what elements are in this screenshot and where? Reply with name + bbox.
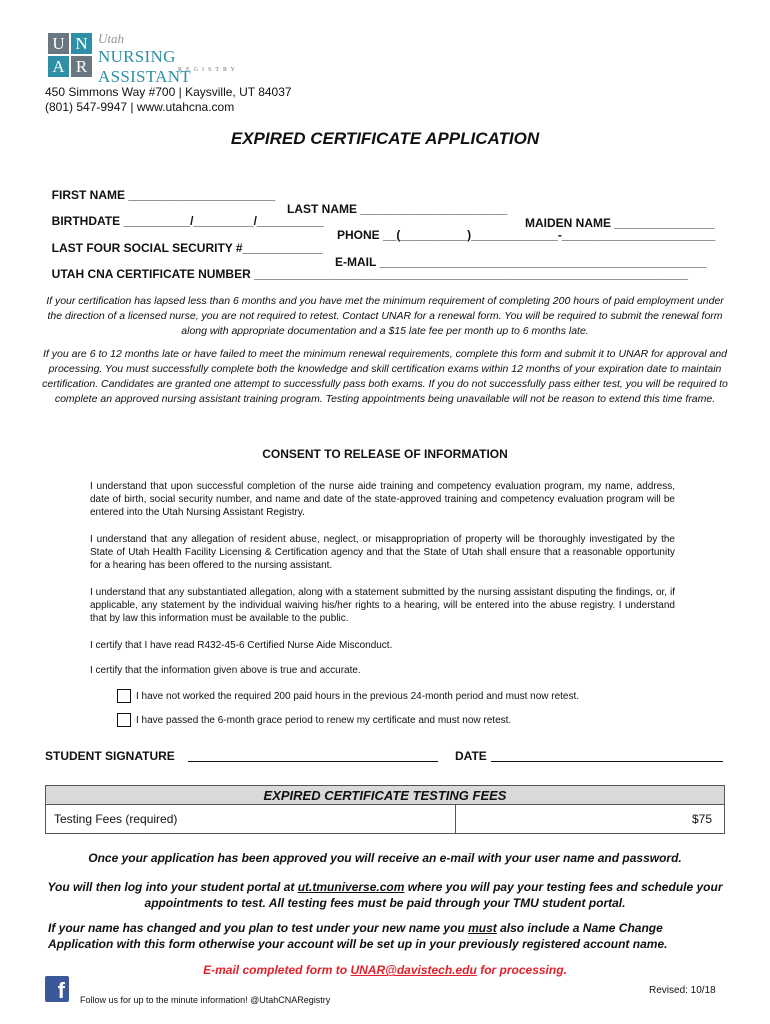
phone-field[interactable]: PHONE __(__________)_____________-_______________________ xyxy=(337,228,716,242)
logo-sub-text: REGISTRY xyxy=(178,67,240,73)
portal-note-text: where you will pay your testing fees and schedule your appointments to test. All testing fees must be paid through your TMU student portal. xyxy=(144,880,723,910)
consent-paragraph: I understand that any allegation of resident abuse, neglect, or misappropriation of property will be thoroughly investigated by the State of Utah Health Facility Licensing & Certification agency and that the State of Utah shall ensure that a reasonable opportunity for a hearing has been offered to the nursing assistant. xyxy=(90,534,675,571)
portal-link[interactable]: ut.tmuniverse.com xyxy=(297,880,405,894)
column-divider xyxy=(455,805,456,833)
follow-text: Follow us for up to the minute information! @UtahCNARegistry xyxy=(80,995,331,1005)
approval-note: Once your application has been approved you will receive an e-mail with your user name and password. xyxy=(88,851,682,865)
consent-paragraph: I certify that I have read R432-45-6 Certified Nurse Aide Misconduct. xyxy=(90,640,393,651)
must-emphasis: must xyxy=(468,921,497,935)
cert-number-field[interactable]: UTAH CNA CERTIFICATE NUMBER _________________________________________________________________ xyxy=(51,267,688,281)
table-row xyxy=(46,805,724,833)
page-title: EXPIRED CERTIFICATE APPLICATION xyxy=(230,129,540,148)
logo-mark xyxy=(48,33,92,77)
contact-line: (801) 547-9947 | www.utahcna.com xyxy=(45,100,235,114)
logo-letter-a: A xyxy=(48,56,69,77)
portal-note xyxy=(40,879,730,911)
birthdate-field[interactable]: BIRTHDATE __________/_________/__________ xyxy=(51,214,324,228)
logo-main-text: NURSING ASSISTANT xyxy=(98,47,191,86)
logo-letter-r: R xyxy=(71,56,92,77)
fees-table-heading: EXPIRED CERTIFICATE TESTING FEES xyxy=(46,786,724,805)
signature-line[interactable] xyxy=(188,761,438,762)
cert-number-row xyxy=(45,253,688,281)
consent-heading: CONSENT TO RELEASE OF INFORMATION xyxy=(262,447,508,461)
maiden-name-field[interactable]: MAIDEN NAME _______________ xyxy=(525,216,715,230)
grace-period-label: I have passed the 6-month grace period to renew my certificate and must now retest. xyxy=(136,714,512,726)
email-field[interactable]: E-MAIL _________________________________________________ xyxy=(335,255,707,269)
first-name-field[interactable]: FIRST NAME ______________________ xyxy=(51,188,276,202)
checkbox-row-grace-period xyxy=(117,713,511,727)
fees-table xyxy=(45,785,725,834)
renewal-info-paragraph: If your certification has lapsed less than 6 months and you have met the minimum requirement of completing 200 hours of paid employment under the direction of a licensed nurse, you are not required to retest. Contact UNAR for a renewal form. You will be required to submit the renewal form along with appropriate documentation and a $15 late fee per month up to 6 months late. xyxy=(46,295,724,337)
revised-date: Revised: 10/18 xyxy=(649,985,716,996)
checkbox-row-not-worked xyxy=(117,689,579,703)
student-signature-label: STUDENT SIGNATURE xyxy=(45,749,175,763)
logo-letter-u: U xyxy=(48,33,69,54)
not-worked-checkbox[interactable] xyxy=(117,689,131,703)
email-instruction-text: for processing. xyxy=(476,963,567,977)
logo-utah-text: Utah xyxy=(98,31,124,46)
not-worked-label: I have not worked the required 200 paid hours in the previous 24-month period and must now retest. xyxy=(136,690,580,702)
portal-note-text: You will then log into your student portal at xyxy=(47,880,298,894)
name-change-note xyxy=(48,920,728,952)
address-line: 450 Simmons Way #700 | Kaysville, UT 84037 xyxy=(45,85,292,99)
consent-paragraph: I understand that any substantiated allegation, along with a statement submitted by the nursing assistant disputing the findings, or, if applicable, any statement by the individual waiving his/her rights to a hearing, will be entered into the abuse registry. I understand that by law this information must be available to the public. xyxy=(90,587,675,624)
fee-amount: $75 xyxy=(691,812,712,826)
name-change-text: also include a Name Change Application with this form otherwise your account will be set up in your previously registered account name. xyxy=(48,921,668,951)
facebook-icon[interactable]: f xyxy=(45,976,69,1002)
date-label: DATE xyxy=(455,749,487,763)
retest-info-paragraph: If you are 6 to 12 months late or have failed to meet the minimum renewal requirements, complete this form and submit it to UNAR for approval and processing. You must successfully complete both the knowledge and skill certification exams within 12 months of your expiration date to maintain certification. Candidates are granted one attempt to successfully pass both exams. If you do not successfully pass either test, you will be required to complete an approved nursing assistant training program. Testing appointments being unavailable will not be reason to extend this time frame. xyxy=(42,348,728,405)
email-instruction-text: E-mail completed form to xyxy=(203,963,351,977)
email-instruction xyxy=(0,963,770,977)
fee-label: Testing Fees (required) xyxy=(54,812,178,826)
consent-paragraph: I understand that upon successful completion of the nurse aide training and competency evaluation program, my name, address, date of birth, social security number, and name and date of the state-approved training and competency evaluation program will be entered into the Utah Nursing Assistant Registry. xyxy=(90,481,675,518)
name-change-text: If your name has changed and you plan to test under your new name you xyxy=(48,921,469,935)
date-line[interactable] xyxy=(491,761,723,762)
unar-logo xyxy=(48,31,268,86)
consent-paragraph: I certify that the information given above is true and accurate. xyxy=(90,665,361,676)
logo-letter-n: N xyxy=(71,33,92,54)
address-block xyxy=(45,85,292,115)
ssn-field[interactable]: LAST FOUR SOCIAL SECURITY #____________ xyxy=(51,241,323,255)
grace-period-checkbox[interactable] xyxy=(117,713,131,727)
last-name-field[interactable]: LAST NAME ______________________ xyxy=(287,202,508,216)
unar-email-link[interactable]: UNAR@davistech.edu xyxy=(350,963,477,977)
